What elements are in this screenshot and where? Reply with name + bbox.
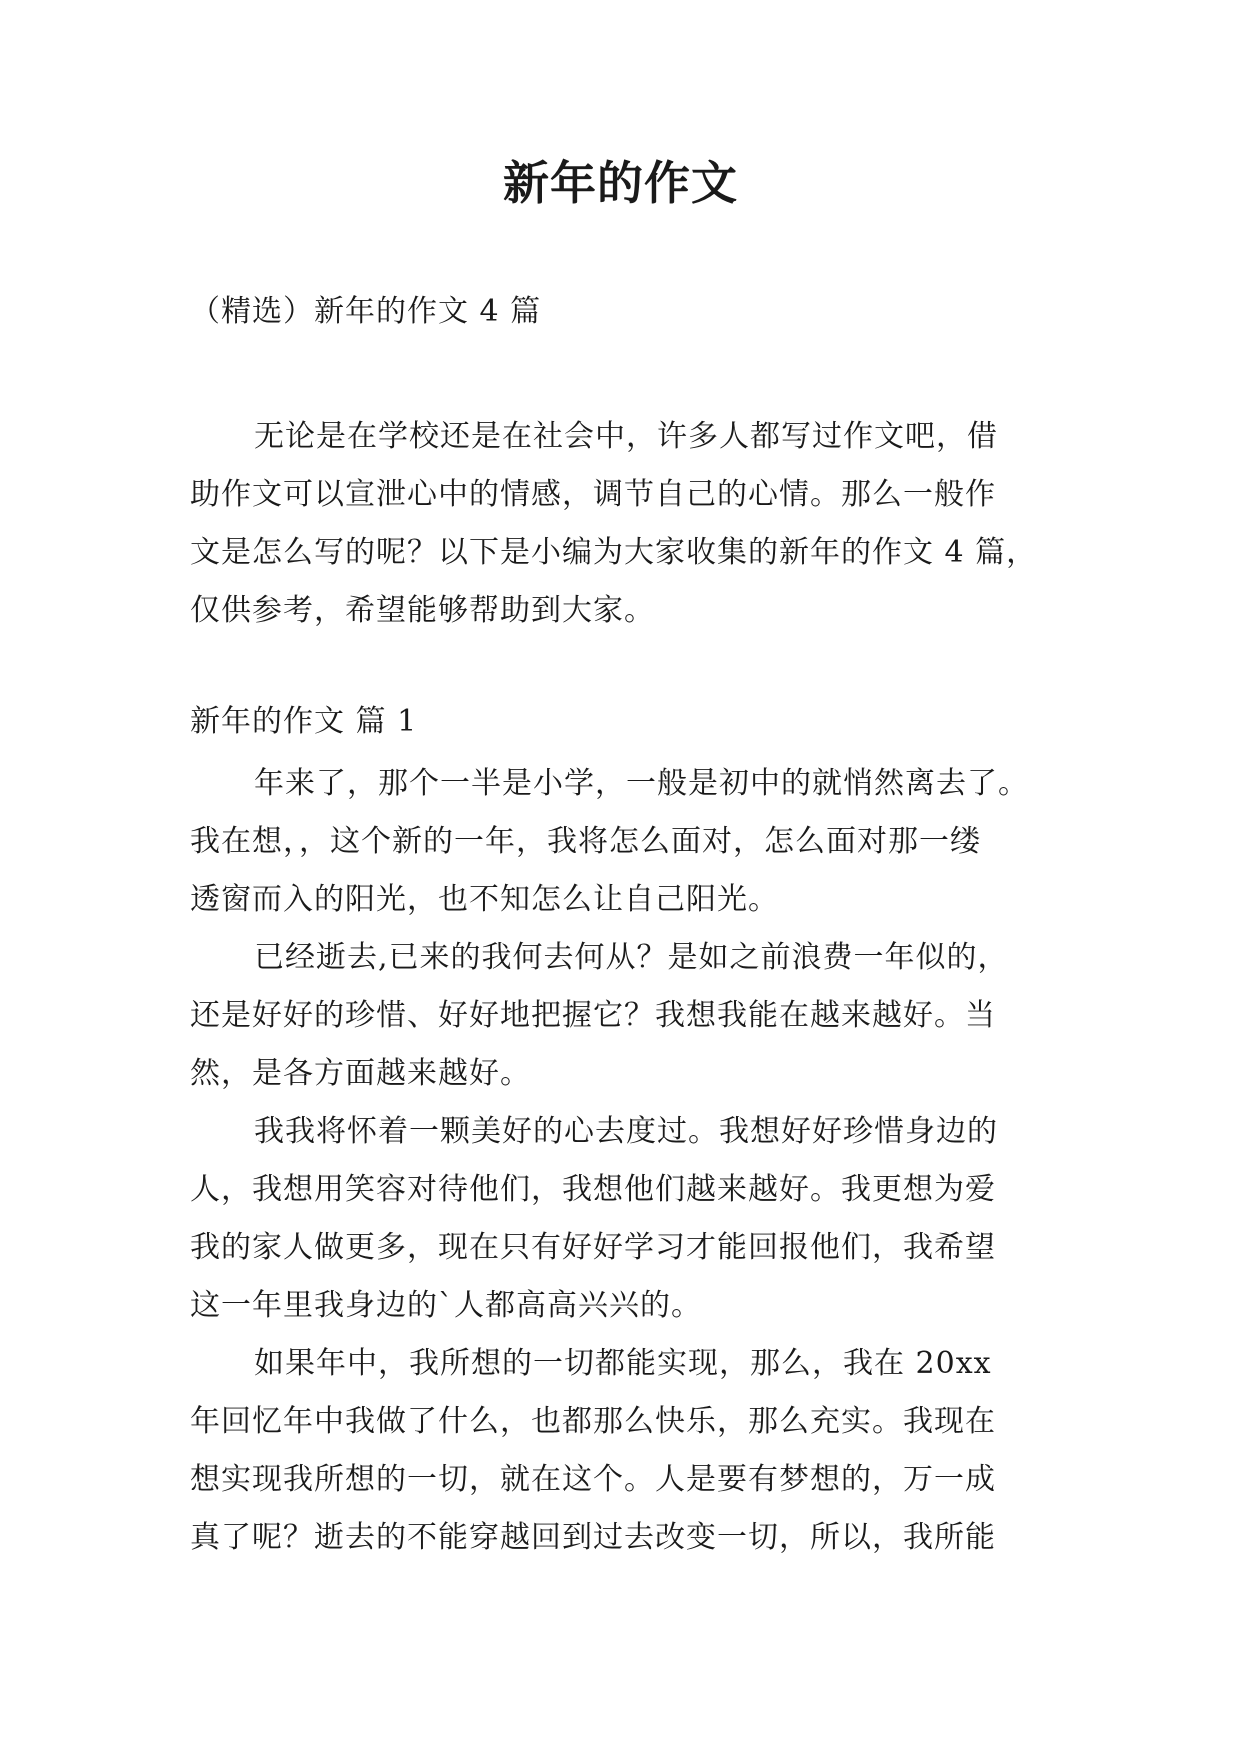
intro-paragraph (190, 408, 1056, 640)
body-line: 我我将怀着一颗美好的心去度过。我想好好珍惜身边的 (254, 1114, 998, 1149)
body-line: 真了呢？逝去的不能穿越回到过去改变一切，所以，我所能 (190, 1520, 996, 1555)
intro-line: 无论是在学校还是在社会中，许多人都写过作文吧，借 (254, 419, 998, 454)
body-line: 已经逝去,已来的我何去何从？是如之前浪费一年似的， (254, 940, 1009, 975)
section-heading: 新年的作文 篇 1 (190, 704, 418, 739)
body-line: 然，是各方面越来越好。 (190, 1056, 531, 1091)
document-title: 新年的作文 (503, 156, 738, 210)
body-line: 透窗而入的阳光，也不知怎么让自己阳光。 (190, 882, 779, 917)
intro-line: 仅供参考，希望能够帮助到大家。 (190, 593, 655, 628)
body-paragraph-3 (190, 1103, 1056, 1335)
body-line: 还是好好的珍惜、好好地把握它？我想我能在越来越好。当 (190, 998, 996, 1033)
intro-line: 文是怎么写的呢？以下是小编为大家收集的新年的作文 4 篇， (190, 535, 1038, 570)
body-paragraph-2 (190, 929, 1056, 1103)
body-paragraph-4 (190, 1335, 1056, 1567)
body-line: 这一年里我身边的`人都高高兴兴的。 (190, 1288, 702, 1323)
body-line: 如果年中，我所想的一切都能实现，那么，我在 20xx (254, 1346, 992, 1381)
document-subtitle: （精选）新年的作文 4 篇 (190, 294, 542, 329)
intro-line: 助作文可以宣泄心中的情感，调节自己的心情。那么一般作 (190, 477, 996, 512)
body-paragraph-1 (190, 755, 1056, 929)
body-line: 年回忆年中我做了什么，也都那么快乐，那么充实。我现在 (190, 1404, 996, 1439)
body-line: 想实现我所想的一切，就在这个。人是要有梦想的，万一成 (190, 1462, 996, 1497)
body-line: 我的家人做更多，现在只有好好学习才能回报他们，我希望 (190, 1230, 996, 1265)
body-line: 我在想，，这个新的一年，我将怎么面对，怎么面对那一缕 (190, 824, 981, 859)
body-line: 年来了，那个一半是小学，一般是初中的就悄然离去了。 (254, 766, 1029, 801)
body-line: 人，我想用笑容对待他们，我想他们越来越好。我更想为爱 (190, 1172, 996, 1207)
